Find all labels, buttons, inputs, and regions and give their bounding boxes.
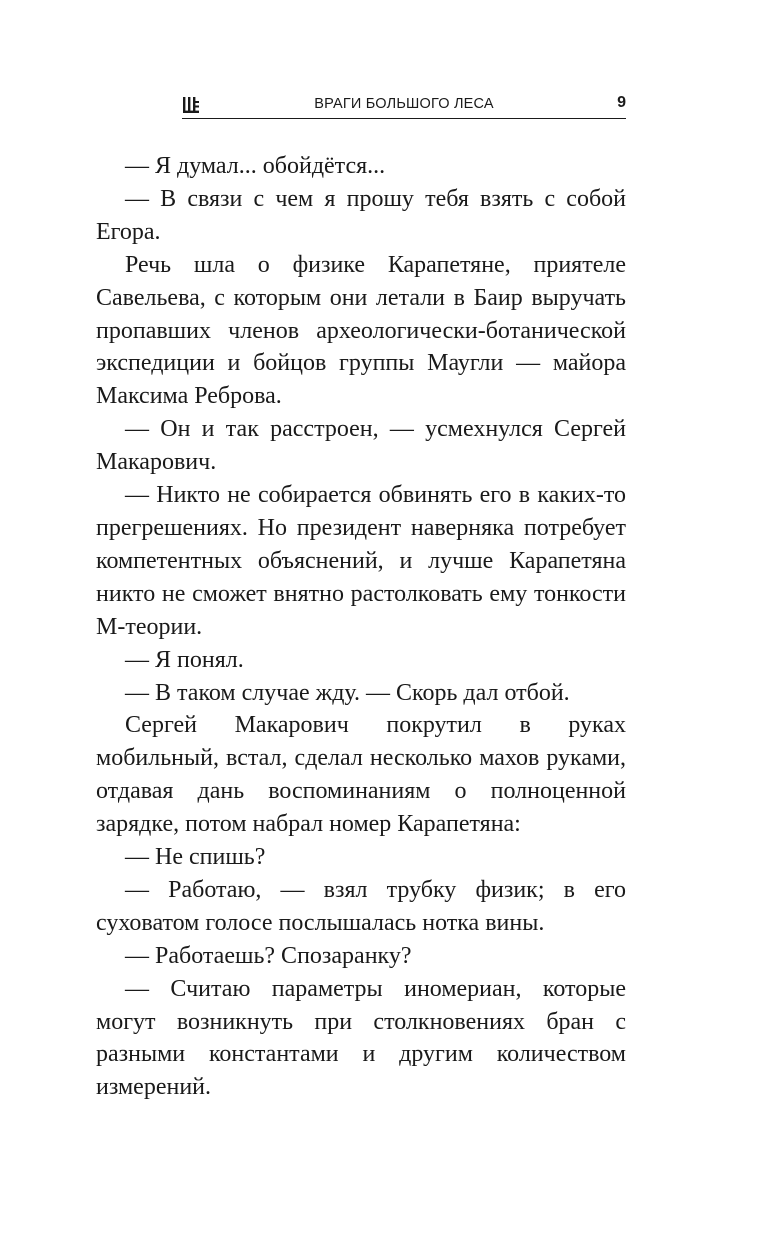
page-number: 9 bbox=[617, 94, 626, 111]
paragraph: — Работаю, — взял трубку физик; в его суховатом голосе послышалась нотка вины. bbox=[96, 876, 626, 936]
paragraph: — Работаешь? Спозаранку? bbox=[125, 942, 412, 969]
paragraph: — Не спишь? bbox=[125, 844, 266, 871]
paragraph: — В связи с чем я прошу тебя взять с собой Егора. bbox=[96, 185, 626, 245]
book-title: ВРАГИ БОЛЬШОГО ЛЕСА bbox=[314, 96, 494, 112]
paragraph: — В таком случае жду. — Скорь дал отбой. bbox=[125, 679, 570, 706]
paragraph: Речь шла о физике Карапетяне, приятеле Савельева, с которым они летали в Баир выручать пропавших членов археологически-ботанической экспедиции и бойцов группы Маугли — майора Максима Реброва. bbox=[96, 251, 626, 410]
paragraph: Сергей Макарович покрутил в руках мобильный, встал, сделал несколько махов руками, отдавая дань воспоминаниям о полноценной зарядке, потом набрал номер Карапетяна: bbox=[96, 712, 626, 838]
header-divider bbox=[182, 118, 626, 119]
paragraph: — Никто не собирается обвинять его в каких-то прегрешениях. Но президент наверняка потребует компетентных объяснений, и лучше Карапетяна никто не сможет внятно растолковать ему тонкости М-теории. bbox=[96, 482, 626, 640]
paragraph: — Я понял. bbox=[125, 646, 244, 673]
body-text bbox=[96, 150, 626, 1104]
paragraph: — Я думал... обойдётся... bbox=[125, 153, 386, 179]
paragraph: — Считаю параметры иномериан, которые могут возникнуть при столкновениях бран с разными константами и другим количеством измерений. bbox=[96, 975, 626, 1101]
paragraph: — Он и так расстроен, — усмехнулся Сергей Макарович. bbox=[96, 416, 626, 476]
running-header bbox=[182, 94, 626, 118]
